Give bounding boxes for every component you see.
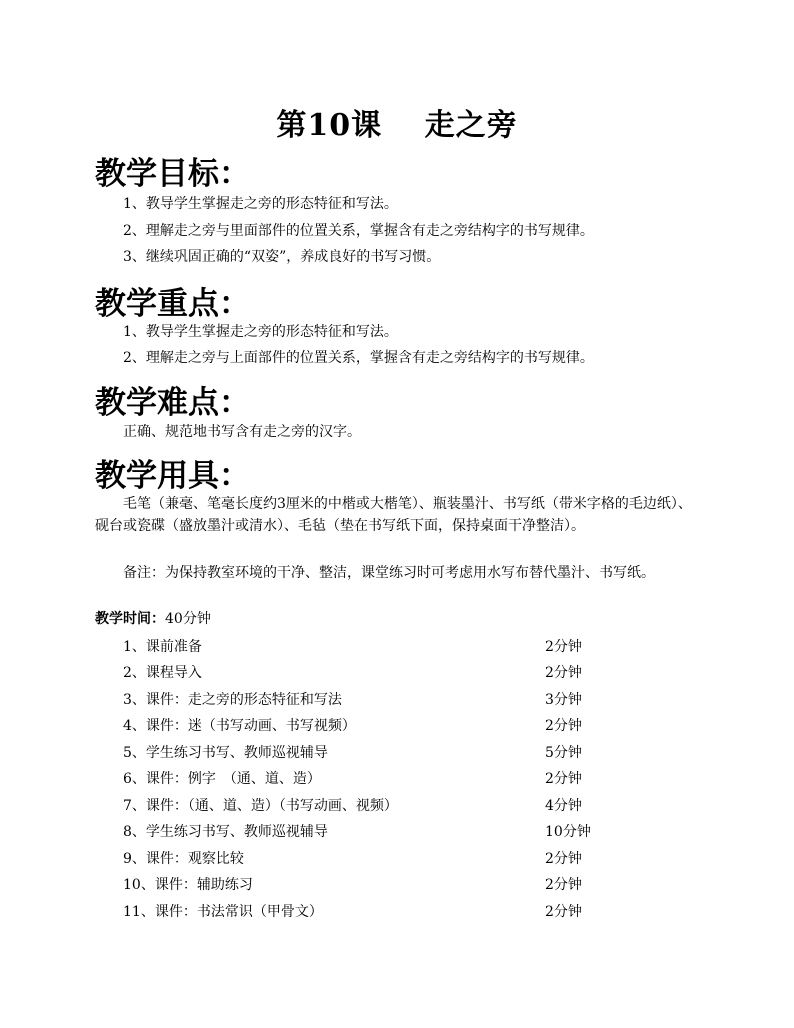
schedule-duration: 3分钟: [545, 692, 582, 708]
schedule-row: [123, 636, 643, 656]
schedule-item: 4、课件：迷（书写动画、书写视频）: [123, 718, 356, 734]
schedule-item: 9、课件：观察比较: [123, 851, 244, 867]
schedule-item: 2、课程导入: [123, 665, 202, 681]
goals-heading: 教学目标：: [95, 156, 250, 192]
schedule-row: [123, 689, 643, 709]
schedule-duration: 2分钟: [545, 904, 582, 920]
schedule-item: 3、课件：走之旁的形态特征和写法: [123, 692, 342, 708]
difficulties-text: 正确、规范地书写含有走之旁的汉字。: [123, 424, 361, 440]
schedule-item: 10、课件：辅助练习: [123, 877, 253, 893]
schedule-row: [123, 662, 643, 682]
schedule-duration: 2分钟: [545, 718, 582, 734]
tools-note: 备注：为保持教室环境的干净、整洁，课堂练习时可考虑用水写布替代墨汁、书写纸。: [123, 565, 655, 581]
schedule-duration: 10分钟: [545, 824, 591, 840]
schedule-duration: 2分钟: [545, 771, 582, 787]
schedule-item: 1、课前准备: [123, 639, 202, 655]
key-point-item-1: 1、教导学生掌握走之旁的形态特征和写法。: [123, 324, 398, 340]
schedule-duration: 2分钟: [545, 665, 582, 681]
schedule-duration: 2分钟: [545, 851, 582, 867]
key-points-heading: 教学重点：: [95, 286, 250, 322]
schedule-row: [123, 874, 643, 894]
schedule-duration: 5分钟: [545, 745, 582, 761]
schedule-duration: 2分钟: [545, 639, 582, 655]
schedule-item: 7、课件：（通、道、造）（书写动画、视频）: [123, 798, 398, 814]
goal-item-2: 2、理解走之旁与里面部件的位置关系，掌握含有走之旁结构字的书写规律。: [123, 223, 594, 239]
time-label: [95, 608, 211, 628]
schedule-item: 8、学生练习书写、教师巡视辅导: [123, 824, 328, 840]
schedule-row: [123, 715, 643, 735]
key-point-item-2: 2、理解走之旁与上面部件的位置关系，掌握含有走之旁结构字的书写规律。: [123, 350, 594, 366]
tools-heading: 教学用具：: [95, 458, 250, 494]
schedule-item: 11、课件：书法常识（甲骨文）: [123, 904, 323, 920]
time-label-text: 教学时间：: [95, 611, 165, 627]
schedule-row: [123, 768, 643, 788]
schedule-item: 5、学生练习书写、教师巡视辅导: [123, 745, 328, 761]
schedule-duration: 4分钟: [545, 798, 582, 814]
schedule-row: [123, 901, 643, 921]
goal-item-1: 1、教导学生掌握走之旁的形态特征和写法。: [123, 196, 398, 212]
time-total: 40分钟: [165, 611, 211, 627]
schedule-row: [123, 742, 643, 762]
schedule-row: [123, 795, 643, 815]
schedule-row: [123, 848, 643, 868]
tools-text: 毛笔（兼毫、笔毫长度约3厘米的中楷或大楷笔）、瓶装墨汁、书写纸（带米字格的毛边纸）、砚台或瓷碟（盛放墨汁或清水）、毛毡（垫在书写纸下面，保持桌面干净整洁）。: [95, 496, 692, 534]
goal-item-3: 3、继续巩固正确的“双姿”，养成良好的书写习惯。: [123, 249, 441, 265]
page-title: 第10课 走之旁: [276, 108, 518, 143]
schedule-duration: 2分钟: [545, 877, 582, 893]
schedule-row: [123, 821, 643, 841]
difficulties-heading: 教学难点：: [95, 385, 250, 421]
schedule-item: 6、课件：例字 （通、道、造）: [123, 771, 321, 787]
